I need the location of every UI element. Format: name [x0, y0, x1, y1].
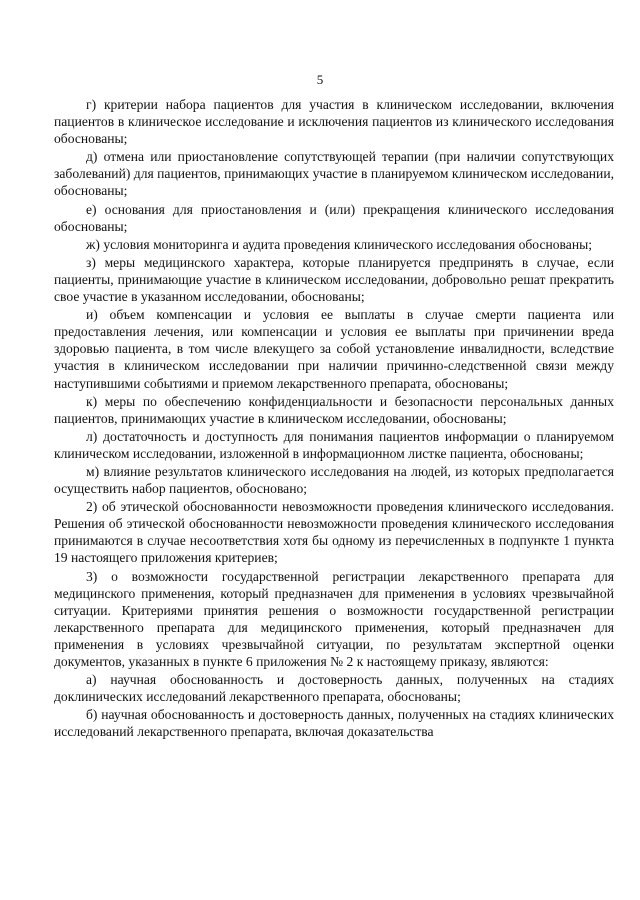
paragraph-b: б) научная обоснованность и достоверность данных, полученных на стадиях клинических исследований лекарственного препарата, включая доказательства	[54, 707, 614, 740]
document-body	[54, 96, 614, 741]
paragraph-z: з) меры медицинского характера, которые планируется предпринять в случае, если пациенты, принимающие участие в клиническом исследовании, добровольно решат прекратить свое участие в указанном исследовании, обоснованы;	[54, 254, 614, 305]
paragraph-l: л) достаточность и доступность для понимания пациентов информации о планируемом клиническом исследовании, изложенной в информационном листке пациента, обоснованы;	[54, 428, 614, 461]
paragraph-k: к) меры по обеспечению конфиденциальности и безопасности персональных данных пациентов, принимающих участие в клиническом исследовании, обоснованы;	[54, 393, 614, 426]
page-number: 5	[316, 72, 324, 87]
paragraph-3: 3) о возможности государственной регистрации лекарственного препарата для медицинского применения, который предназначен для применения в условиях чрезвычайной ситуации. Критериями принятия решения о возможности государственной регистрации лекарственного препарата для медицинского применения, который предназначен для применения в условиях чрезвычайной ситуации, по результатам экспертной оценки документов, указанных в пункте 6 приложения № 2 к настоящему приказу, являются:	[54, 568, 614, 669]
paragraph-m: м) влияние результатов клинического исследования на людей, из которых предполагается осуществить набор пациентов, обосновано;	[54, 463, 614, 497]
paragraph-i: и) объем компенсации и условия ее выплаты в случае смерти пациента или предоставления лечения, или компенсации и условия ее выплаты при причинении вреда здоровью пациента, в том числе влекущего за собой установление инвалидности, вследствие участия в клиническом исследовании при наличии причинно-следственной связи между наступившими событиями и приемом лекарственного препарата, обоснованы;	[54, 307, 614, 391]
paragraph-zh: ж) условия мониторинга и аудита проведения клинического исследования обоснованы;	[86, 236, 593, 252]
paragraph-e: е) основания для приостановления и (или) прекращения клинического исследования обоснованы;	[54, 201, 614, 234]
paragraph-2: 2) об этической обоснованности невозможности проведения клинического исследования. Решения об этической обоснованности невозможности проведения клинического исследования принимаются в случае несоответствия хотя бы одному из перечисленных в подпункте 1 пункта 19 настоящего приложения критериев;	[54, 499, 614, 566]
paragraph-g: г) критерии набора пациентов для участия в клиническом исследовании, включения пациентов в клиническое исследование и исключения пациентов из клинического исследования обоснованы;	[54, 97, 614, 147]
paragraph-a: а) научная обоснованность и достоверность данных, полученных на стадиях доклинических исследований лекарственного препарата, обоснованы;	[54, 672, 614, 705]
paragraph-d: д) отмена или приостановление сопутствующей терапии (при наличии сопутствующих заболеваний) для пациентов, принимающих участие в планируемом клиническом исследовании, обоснованы;	[54, 149, 614, 199]
